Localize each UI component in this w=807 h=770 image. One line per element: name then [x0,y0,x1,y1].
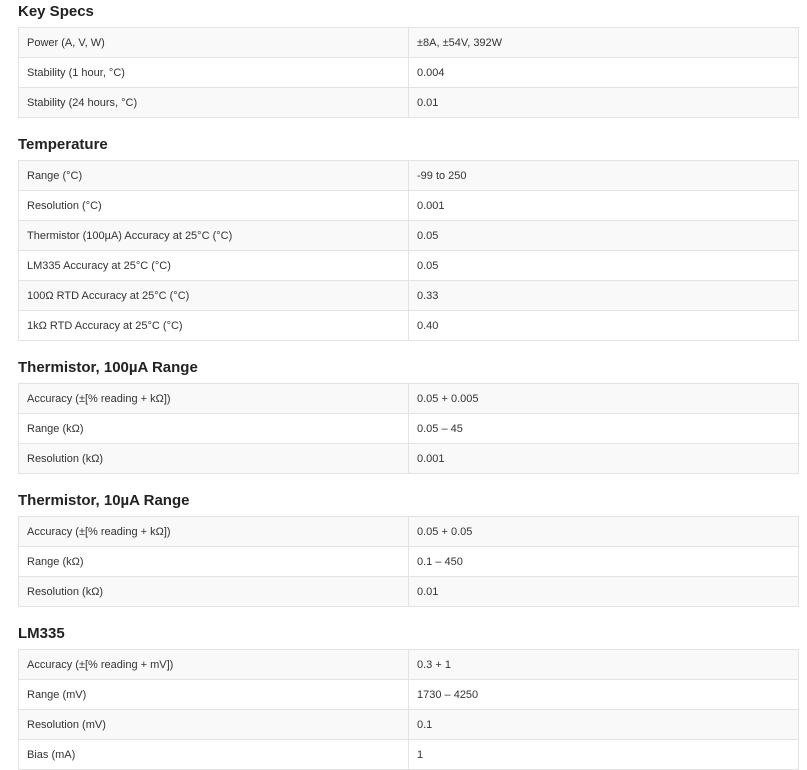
table-row [19,58,799,88]
spec-value: 0.1 – 450 [409,547,799,577]
table-row [19,710,799,740]
spec-value: 0.3 + 1 [409,650,799,680]
spec-value: 0.001 [409,444,799,474]
spec-label: Accuracy (±[% reading + kΩ]) [19,517,409,547]
table-row [19,740,799,770]
table-row [19,221,799,251]
table-row [19,88,799,118]
table-row [19,517,799,547]
table-row [19,281,799,311]
spec-value: 0.01 [409,88,799,118]
spec-label: Accuracy (±[% reading + mV]) [19,650,409,680]
spec-label: Thermistor (100µA) Accuracy at 25°C (°C) [19,221,409,251]
spec-label: Stability (24 hours, °C) [19,88,409,118]
spec-value: 0.01 [409,577,799,607]
section-title-thermistor-10ua: Thermistor, 10µA Range [18,492,190,509]
spec-value: 0.05 + 0.05 [409,517,799,547]
spec-label: LM335 Accuracy at 25°C (°C) [19,251,409,281]
spec-value: 0.40 [409,311,799,341]
spec-label: Stability (1 hour, °C) [19,58,409,88]
specs-page [18,0,799,770]
table-row [19,311,799,341]
spec-label: 1kΩ RTD Accuracy at 25°C (°C) [19,311,409,341]
spec-label: Resolution (mV) [19,710,409,740]
table-row [19,251,799,281]
specs-table-temperature [18,160,799,341]
spec-label: Resolution (°C) [19,191,409,221]
spec-value: 0.05 + 0.005 [409,384,799,414]
spec-value: 1 [409,740,799,770]
table-row [19,444,799,474]
spec-label: Range (kΩ) [19,414,409,444]
spec-value: 0.05 [409,221,799,251]
section-title-lm335: LM335 [18,625,65,642]
spec-value: 0.001 [409,191,799,221]
spec-value: ±8A, ±54V, 392W [409,28,799,58]
spec-value: 0.004 [409,58,799,88]
spec-value: 0.05 – 45 [409,414,799,444]
table-row [19,577,799,607]
section-title-temperature: Temperature [18,136,108,153]
specs-table-thermistor-100ua [18,383,799,474]
table-row [19,28,799,58]
spec-label: Resolution (kΩ) [19,577,409,607]
spec-label: Accuracy (±[% reading + kΩ]) [19,384,409,414]
specs-table-key-specs [18,27,799,118]
table-row [19,414,799,444]
table-row [19,547,799,577]
section-title-thermistor-100ua: Thermistor, 100µA Range [18,359,198,376]
spec-label: Range (mV) [19,680,409,710]
spec-value: -99 to 250 [409,161,799,191]
table-row [19,680,799,710]
spec-label: Bias (mA) [19,740,409,770]
spec-value: 0.1 [409,710,799,740]
spec-label: 100Ω RTD Accuracy at 25°C (°C) [19,281,409,311]
spec-value: 0.05 [409,251,799,281]
spec-value: 1730 – 4250 [409,680,799,710]
specs-table-lm335 [18,649,799,770]
spec-label: Range (°C) [19,161,409,191]
spec-value: 0.33 [409,281,799,311]
specs-table-thermistor-10ua [18,516,799,607]
section-title-key-specs: Key Specs [18,3,94,20]
table-row [19,384,799,414]
spec-label: Power (A, V, W) [19,28,409,58]
spec-label: Resolution (kΩ) [19,444,409,474]
table-row [19,650,799,680]
table-row [19,191,799,221]
table-row [19,161,799,191]
spec-label: Range (kΩ) [19,547,409,577]
